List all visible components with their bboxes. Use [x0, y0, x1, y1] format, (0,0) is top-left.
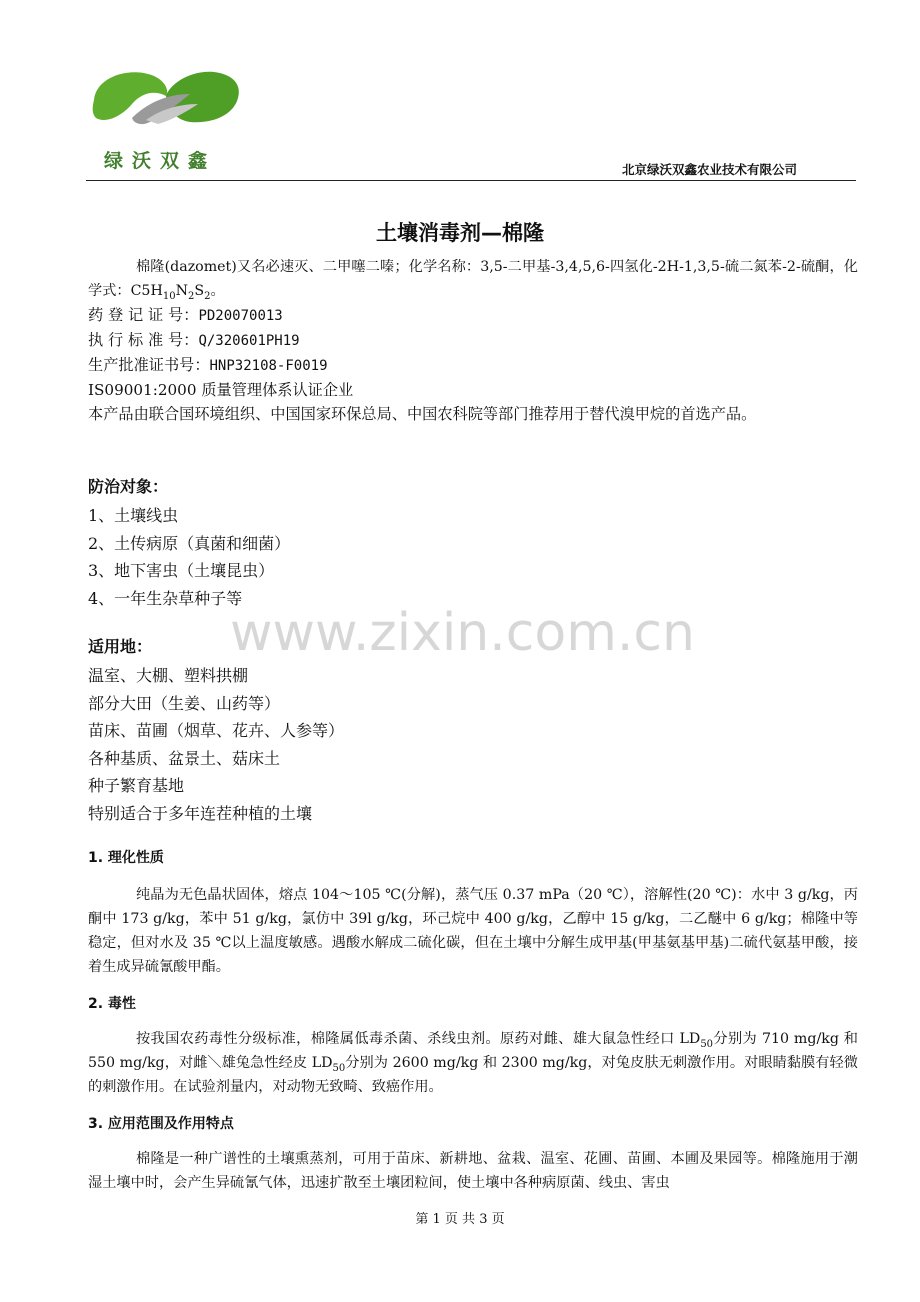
- section-toxicity: [88, 993, 858, 1099]
- list-item: 4、一年生杂草种子等: [88, 588, 243, 608]
- section-heading: 2. 毒性: [88, 996, 136, 1012]
- section-body: 棉隆是一种广谱性的土壤熏蒸剂，可用于苗床、新耕地、盆栽、温室、花圃、苗圃、本圃及果园等。棉隆施用于潮湿土壤中时，会产生异硫氰气体，迅速扩散至土壤团粒间，使土壤中各种病原菌、线虫、害虫: [88, 1151, 858, 1191]
- document-title: 土壤消毒剂—棉隆: [376, 221, 544, 245]
- section-application: [88, 1113, 858, 1195]
- intro-paragraph: 棉隆(dazomet)又名必速灭、二甲噻二嗪；化学名称：3,5-二甲基-3,4,5,6-四氢化-2H-1,3,5-硫二氮苯-2-硫酮，化学式：$C5H_{10}N_2S_2$。: [88, 259, 858, 302]
- list-item: 2、土传病原（真菌和细菌）: [88, 533, 291, 553]
- header-divider: [86, 180, 856, 181]
- registration-number: 药 登 记 证 号：PD20070013: [88, 306, 283, 324]
- list-item: 3、地下害虫（土壤昆虫）: [88, 561, 275, 580]
- company-logo: [86, 60, 246, 180]
- recommendation-text: 本产品由联合国环境组织、中国国家环保总局、中国农科院等部门推荐用于替代溴甲烷的首选产品。: [88, 405, 757, 423]
- registration-section: [88, 303, 858, 426]
- section-properties: [88, 847, 858, 979]
- targets-section: [88, 474, 858, 612]
- company-name: 北京绿沃双鑫农业技术有限公司: [622, 162, 798, 177]
- page-number: 第 1 页 共 3 页: [415, 1212, 505, 1227]
- section-body: 纯晶为无色晶状固体，熔点 104～105 ℃(分解)，蒸气压 0.37 mPa（20 ℃），溶解性(20 ℃)：水中 3 g/kg，丙酮中 173 g/kg，苯中 51 g/kg，氯仿中 39l g/kg，环己烷中 400 g/kg，乙醇中 15 g/kg，二乙醚中 6 g/kg；棉隆中等稳定，但对水及 35 ℃以上温度敏感。遇酸水解成二硫化碳，但在土壤中分解生成甲基(甲基氨基甲基)二硫代氨基甲酸，接着生成异硫氰酸甲酯。: [88, 887, 858, 975]
- list-item: 种子繁育基地: [88, 776, 185, 795]
- standard-number: 执 行 标 准 号：Q/320601PH19: [88, 331, 300, 349]
- section-heading: 3. 应用范围及作用特点: [88, 1116, 234, 1132]
- section-heading: 1. 理化性质: [88, 850, 164, 866]
- targets-heading: 防治对象：: [88, 477, 169, 496]
- list-item: 苗床、苗圃（烟草、花卉、人参等）: [88, 721, 345, 740]
- intro-section: [88, 255, 858, 303]
- list-item: 部分大田（生姜、山药等）: [88, 693, 281, 713]
- list-item: 温室、大棚、塑料拱棚: [88, 666, 249, 685]
- list-item: 各种基质、盆景土、菇床土: [88, 748, 281, 768]
- production-license: 生产批准证书号：HNP32108-F0019: [88, 356, 328, 374]
- list-item: 特别适合于多年连茬种植的土壤: [88, 803, 313, 823]
- iso-certification: IS09001:2000 质量管理体系认证企业: [88, 381, 354, 399]
- logo-text: 绿沃双鑫: [104, 150, 217, 172]
- list-item: 1、土壤线虫: [88, 506, 179, 525]
- leaf-logo-icon: [86, 60, 246, 140]
- watermark: www.zixin.com.cn: [230, 603, 695, 663]
- section-body: 按我国农药毒性分级标准，棉隆属低毒杀菌、杀线虫剂。原药对雌、雄大鼠急性经口 $LD_{50}$分别为 710 mg/kg 和 550 mg/kg，对雌＼雄兔急性经皮 $LD_{50}$分别为 2600 mg/kg 和 2300 mg/kg，对兔皮肤无刺激作用。对眼睛黏膜有轻微的刺激作用。在试验剂量内，对动物无致畸、致癌作用。: [88, 1031, 858, 1095]
- applicable-heading: 适用地：: [88, 637, 153, 656]
